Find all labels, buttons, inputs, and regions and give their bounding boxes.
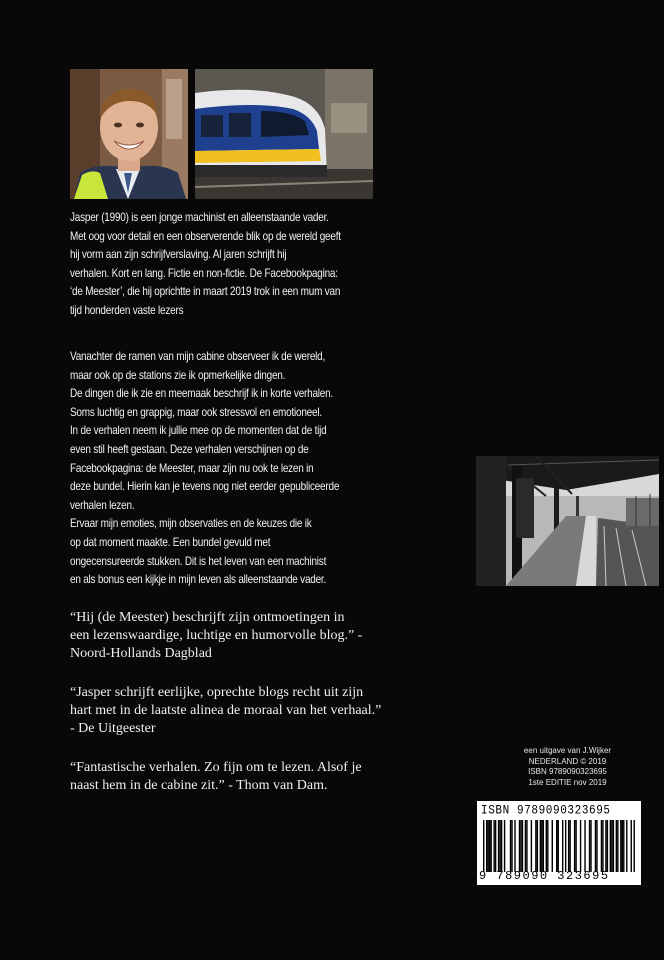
station-photo (476, 456, 659, 586)
bio-line: verhalen. Kort en lang. Fictie en non-fictie. De Facebookpagina: (70, 266, 338, 280)
barcode-bar (495, 820, 496, 872)
barcode-isbn-label: ISBN 9789090323695 (481, 804, 611, 819)
bio-line: Jasper (1990) is een jonge machinist en alleenstaande vader. (70, 211, 329, 224)
barcode-bar (520, 820, 521, 872)
barcode-bar (556, 820, 557, 872)
bio-line: hij vorm aan zijn schrijfverslaving. Al jaren schrijft hij (70, 248, 287, 262)
blurb-line: Ervaar mijn emoties, mijn observaties en de keuzes die ik (70, 517, 312, 531)
barcode-bar (602, 820, 603, 872)
barcode-bar (526, 820, 527, 872)
blurb-line: Soms luchtig en grappig, maar ook stressvol en emotioneel. (70, 405, 322, 419)
barcode-bar (558, 820, 559, 872)
barcode-bar (595, 820, 596, 872)
blurb-line: In de verhalen neem ik jullie mee op de momenten dat de tijd (70, 424, 327, 438)
blurb-line: deze bundel. Hierin kan je tevens nog niet eerder gepubliceerde (70, 480, 340, 494)
barcode-bar (493, 820, 494, 872)
barcode-bar (617, 820, 618, 872)
barcode-bar (498, 820, 499, 872)
isbn-text: ISBN 9789090323695 (528, 767, 607, 777)
blurb-line: Facebookpagina: de Meester, maar zijn nu ook te lezen in (70, 461, 314, 475)
barcode-bar (519, 820, 520, 872)
quote-line: “Jasper schrijft eerlijke, oprechte blogs recht uit zijn (70, 685, 364, 700)
publisher-text: een uitgave van J.Wijker (523, 746, 612, 755)
blurb-line: en als bonus een kijkje in mijn leven als alleenstaande vader. (70, 573, 327, 587)
barcode-bar (487, 820, 488, 872)
barcode-digits: 9 789090 323695 (479, 869, 610, 883)
barcode-bar (616, 820, 617, 872)
imprint-block (476, 746, 659, 788)
barcode-bar (601, 820, 602, 872)
barcode-bar (510, 820, 511, 872)
quote-line: - De Uitgeester (70, 721, 156, 736)
barcode-bar (610, 820, 611, 872)
quote-line: naast hem in de cabine zit.” - Thom van Dam. (70, 778, 328, 793)
blurb-line: ongecensureerde stukken. Dit is het leven van een machinist (70, 554, 327, 568)
edition-text: 1ste EDITIE nov 2019 (528, 777, 607, 787)
barcode-bar (569, 820, 570, 872)
bio-line: tijd honderden vaste lezers (70, 303, 184, 317)
barcode-bar (537, 820, 538, 872)
barcode-bar (562, 820, 563, 872)
blurb-line: maar ook op de stations zie ik opmerkelijke dingen. (70, 368, 286, 382)
quote-line: “Hij (de Meester) beschrijft zijn ontmoetingen in (70, 610, 345, 625)
barcode-bar (622, 820, 623, 872)
quote-line: Noord-Hollands Dagblad (70, 646, 212, 661)
quote-line: “Fantastische verhalen. Zo fijn om te lezen. Alsof je (70, 760, 362, 775)
book-blurb (70, 348, 339, 590)
barcode-bar (626, 820, 627, 872)
barcode-bar (623, 820, 624, 872)
barcode-bar (514, 820, 515, 872)
barcode-bar (552, 820, 553, 872)
author-bio (70, 209, 393, 321)
review-quote (70, 609, 470, 663)
review-quotes (70, 609, 470, 816)
barcode-bar (483, 820, 484, 872)
barcode-bar (543, 820, 544, 872)
barcode-bar (584, 820, 585, 872)
barcode-bar (490, 820, 491, 872)
blurb-line: De dingen die ik zie en meemaak beschrijf ik in korte verhalen. (70, 387, 334, 401)
barcode-bar (574, 820, 575, 872)
train-drawing (195, 69, 373, 199)
blurb-line: Vanachter de ramen van mijn cabine observeer ik de wereld, (70, 350, 326, 363)
barcode-bar (531, 820, 532, 872)
quote-line: een lezenswaardige, luchtige en humorvolle blog.” - (70, 628, 363, 643)
isbn-barcode (477, 801, 641, 885)
barcode-bar (607, 820, 608, 872)
barcode-bar (501, 820, 502, 872)
bio-line: Met oog voor detail en een observerende blik op de wereld geeft (70, 229, 341, 243)
barcode-bar (546, 820, 547, 872)
station-drawing (476, 456, 659, 586)
train-photo (195, 69, 373, 199)
author-portrait-photo (70, 69, 188, 199)
blurb-line: verhalen lezen. (70, 498, 135, 512)
barcode-bar (525, 820, 526, 872)
barcode-bar (596, 820, 597, 872)
barcode-bar (486, 820, 487, 872)
barcode-bar (590, 820, 591, 872)
barcode-bar (535, 820, 536, 872)
barcode-bar (631, 820, 632, 872)
bio-line: ‘de Meester’, die hij oprichtte in maart 2019 trok in een mum van (70, 285, 341, 299)
barcode-bar (634, 820, 635, 872)
barcode-bar (547, 820, 548, 872)
review-quote (70, 759, 470, 795)
barcode-bar (489, 820, 490, 872)
barcode-bar (511, 820, 512, 872)
barcode-bar (575, 820, 576, 872)
barcode-bar (499, 820, 500, 872)
barcode-bar (540, 820, 541, 872)
blurb-line: op dat moment maakte. Een bundel gevuld met (70, 535, 271, 549)
author-portrait-drawing (70, 69, 188, 199)
country-copyright-text: NEDERLAND © 2019 (528, 756, 607, 766)
barcode-bar (589, 820, 590, 872)
barcode-bar (568, 820, 569, 872)
barcode-bar (580, 820, 581, 872)
barcode-bars (483, 820, 635, 872)
barcode-bar (620, 820, 621, 872)
review-quote (70, 684, 470, 738)
barcode-bar (613, 820, 614, 872)
barcode-bar (565, 820, 566, 872)
quote-line: hart met in de laatste alinea de moraal van het verhaal.” (70, 703, 382, 718)
barcode-bar (541, 820, 542, 872)
barcode-bar (522, 820, 523, 872)
blurb-line: even stil heeft gestaan. Deze verhalen verschijnen op de (70, 442, 309, 456)
barcode-bar (605, 820, 606, 872)
barcode-bar (504, 820, 505, 872)
barcode-bar (611, 820, 612, 872)
